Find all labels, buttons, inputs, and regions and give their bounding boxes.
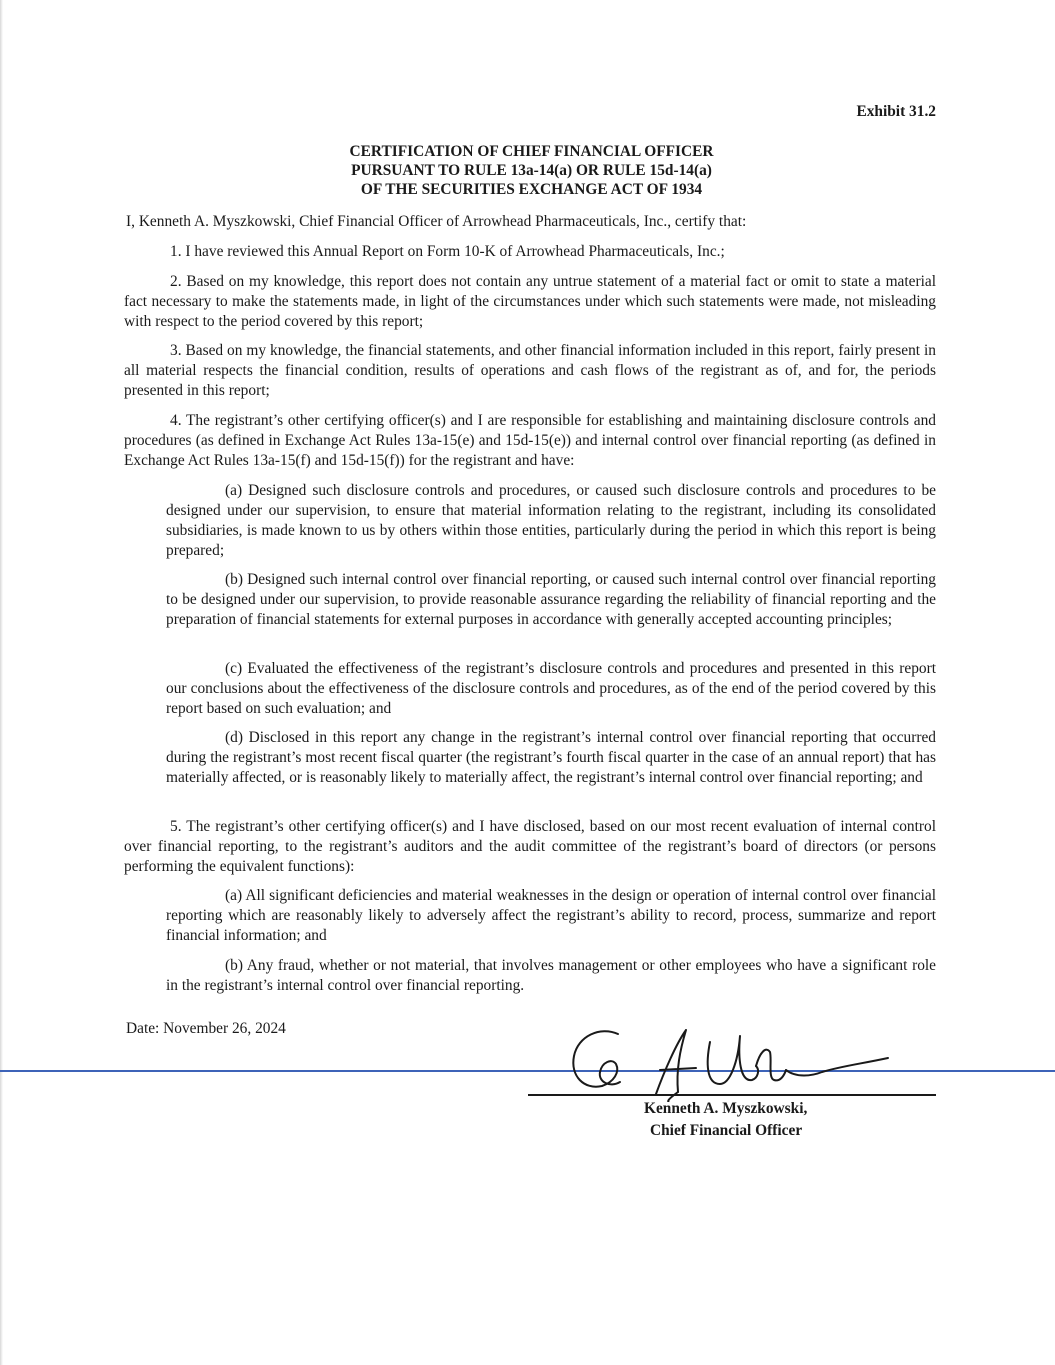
paragraph-4c-text: (c) Evaluated the effectiveness of the registrant’s disclosure controls and procedures and presented in this report our conclusions about the effectiveness of the disclosure controls and procedures, as of the end of the period covered by this report based on such evaluation; and (166, 660, 936, 717)
scan-edge (0, 0, 3, 1365)
paragraph-4 (124, 411, 936, 471)
paragraph-4d (166, 728, 936, 788)
paragraph-4b-text: (b) Designed such internal control over financial reporting, or caused such internal control over financial reporting to be designed under our supervision, to provide reasonable assurance regarding the reliability of financial reporting and the preparation of financial statements for external purposes in accordance with generally accepted accounting principles; (166, 571, 936, 628)
paragraph-5 (124, 817, 936, 877)
paragraph-4a-text: (a) Designed such disclosure controls and procedures, or caused such disclosure controls and procedures to be designed under our supervision, to ensure that material information relating to the registrant, including its consolidated subsidiaries, is made known to us by others within those entities, particularly during the period in which this report is being prepared; (166, 482, 936, 559)
paragraph-4a (166, 481, 936, 561)
signer-name: Kenneth A. Myszkowski, (644, 1100, 808, 1117)
signature-line (528, 1094, 936, 1096)
paragraph-5b (166, 956, 936, 996)
signer-block (644, 1098, 807, 1142)
paragraph-5a-text: (a) All significant deficiencies and material weaknesses in the design or operation of internal control over financial reporting which are reasonably likely to adversely affect the registrant’s ability to record, process, summarize and report financial information; and (166, 887, 936, 944)
paragraph-5-text: 5. The registrant’s other certifying officer(s) and I have disclosed, based on our most recent evaluation of internal control over financial reporting, to the registrant’s auditors and the audit committee of the registrant’s board of directors (or persons performing the equivalent functions): (124, 818, 936, 875)
paragraph-3 (124, 341, 936, 401)
signature-date: Date: November 26, 2024 (126, 1020, 286, 1037)
title-line: PURSUANT TO RULE 13a-14(a) OR RULE 15d-14(a) (351, 162, 712, 179)
paragraph-4d-text: (d) Disclosed in this report any change in the registrant’s internal control over financial reporting that occurred during the registrant’s most recent fiscal quarter (the registrant’s fourth fiscal quarter in the case of an annual report) that has materially affected, or is reasonably likely to materially affect, the registrant’s internal control over financial reporting; and (166, 729, 936, 786)
title-line: CERTIFICATION OF CHIEF FINANCIAL OFFICER (349, 143, 714, 160)
handwritten-signature (560, 1022, 900, 1102)
document-title (0, 142, 1055, 199)
title-line: OF THE SECURITIES EXCHANGE ACT OF 1934 (360, 181, 703, 198)
paragraph-3-text: 3. Based on my knowledge, the financial statements, and other financial information included in this report, fairly present in all material respects the financial condition, results of operations and cash flows of the registrant as of, and for, the periods presented in this report; (124, 342, 936, 399)
paragraph-5a (166, 886, 936, 946)
paragraph-1 (124, 242, 936, 262)
paragraph-2 (124, 272, 936, 332)
signer-title: Chief Financial Officer (650, 1122, 803, 1139)
exhibit-label: Exhibit 31.2 (856, 103, 936, 120)
paragraph-4c (166, 659, 936, 719)
intro-paragraph: I, Kenneth A. Myszkowski, Chief Financial Officer of Arrowhead Pharmaceuticals, Inc., certify that: (126, 213, 747, 230)
paragraph-4-text: 4. The registrant’s other certifying officer(s) and I are responsible for establishing and maintaining disclosure controls and procedures (as defined in Exchange Act Rules 13a-15(e) and 15d-15(e)) and internal control over financial reporting (as defined in Exchange Act Rules 13a-15(f) and 15d-15(f)) for the registrant and have: (124, 412, 936, 469)
paragraph-5b-text: (b) Any fraud, whether or not material, that involves management or other employees who have a significant role in the registrant’s internal control over financial reporting. (166, 957, 936, 994)
paragraph-4b (166, 570, 936, 630)
paragraph-2-text: 2. Based on my knowledge, this report does not contain any untrue statement of a material fact or omit to state a material fact necessary to make the statements made, in light of the circumstances under which such statements were made, not misleading with respect to the period covered by this report; (124, 273, 936, 330)
paragraph-1-text: 1. I have reviewed this Annual Report on Form 10-K of Arrowhead Pharmaceuticals, Inc.; (170, 243, 725, 260)
